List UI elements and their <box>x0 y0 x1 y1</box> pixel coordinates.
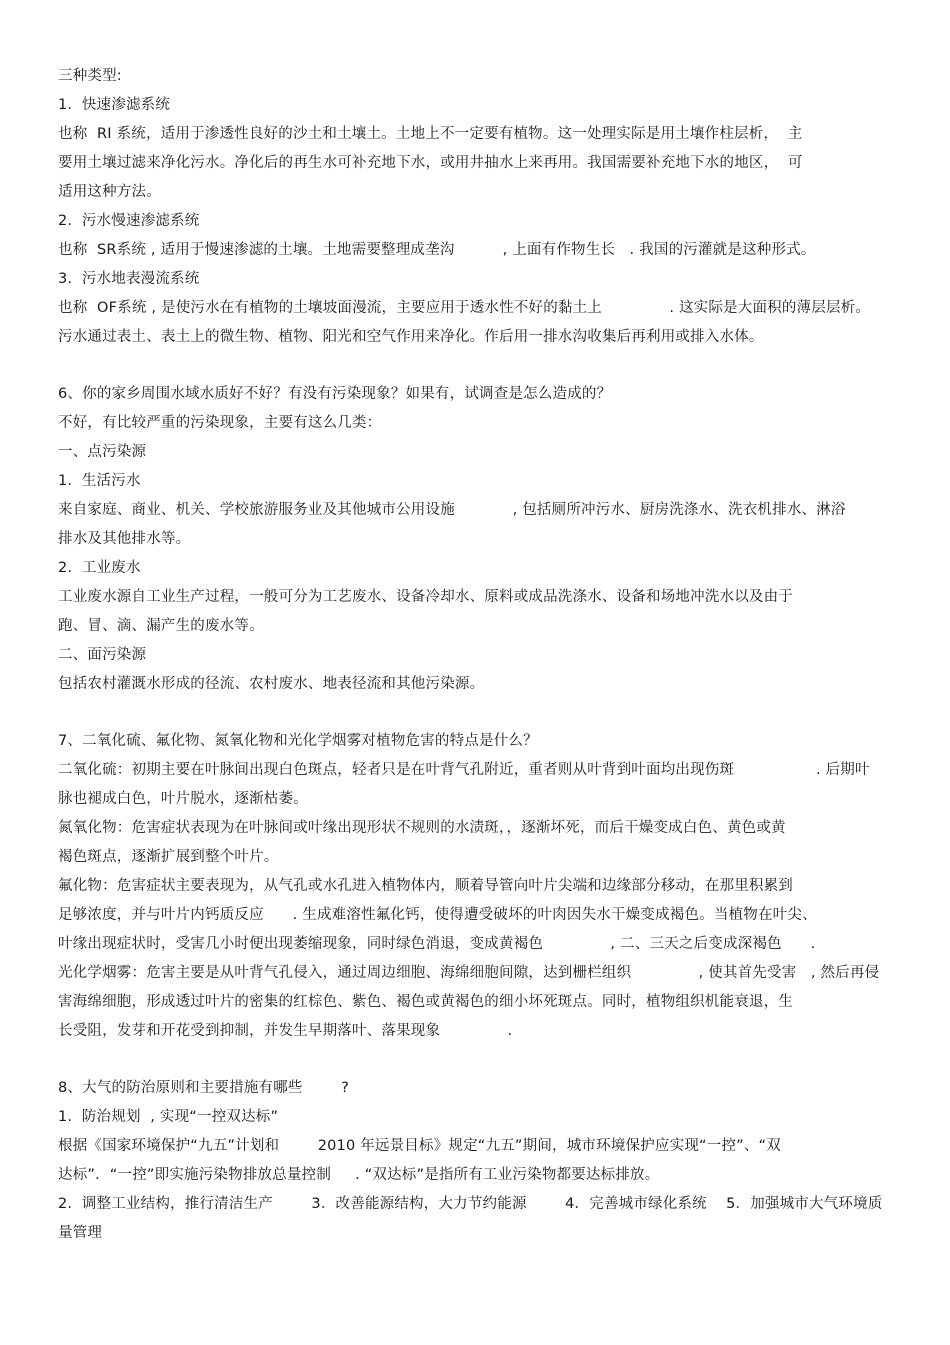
text-line: 氟化物：危害症状主要表现为，从气孔或水孔进入植物体内，顺着导管向叶片尖端和边缘部分移动，在那里积累到 <box>58 878 793 894</box>
text-line-item-title: 1. 防治规划 , 实现“一控双达标” <box>58 1109 279 1125</box>
text-line: 污水通过表土、表土上的微生物、植物、阳光和空气作用来净化。作后用一排水沟收集后再利用或排入水体。 <box>58 329 764 345</box>
text-line: 达标”．“一控”即实施污染物排放总量控制 . “双达标”是指所有工业污染物都要达标排放。 <box>58 1167 660 1183</box>
text-line: 量管理 <box>58 1225 103 1241</box>
text-line: 也称 SR系统 , 适用于慢速渗滤的土壤。土地需要整理成垄沟 , 上面有作物生长 . 我国的污灌就是这种形式。 <box>58 242 816 258</box>
text-line: 适用这种方法。 <box>58 184 161 200</box>
text-line: 褐色斑点，逐渐扩展到整个叶片。 <box>58 849 279 865</box>
text-line-item-title: 2. 工业废水 <box>58 560 141 576</box>
text-line: 根据《国家环境保护“九五”计划和 2010 年远景目标》规定“九五”期间，城市环境保护应实现“一控”、“双 <box>58 1138 781 1154</box>
text-line: 2. 调整工业结构，推行清洁生产 3．改善能源结构，大力节约能源 4．完善城市绿化系统 5．加强城市大气环境质 <box>58 1196 883 1212</box>
text-line: 排水及其他排水等。 <box>58 531 191 547</box>
text-line: 不好，有比较严重的污染现象，主要有这么几类： <box>58 415 382 431</box>
text-line: 长受阻，发芽和开花受到抑制，并发生早期落叶、落果现象 . <box>58 1023 513 1039</box>
text-line-types-heading: 三种类型: <box>58 68 122 84</box>
text-line: 氮氧化物：危害症状表现为在叶脉间或叶缘出现形状不规则的水渍斑，，逐渐坏死，而后干燥变成白色、黄色或黄 <box>58 820 786 836</box>
text-line-item-title: 1. 生活污水 <box>58 473 141 489</box>
text-line: 跑、冒、滴、漏产生的废水等。 <box>58 618 264 634</box>
text-line: 二氧化硫：初期主要在叶脉间出现白色斑点，轻者只是在叶背气孔附近，重者则从叶背到叶面均出现伤斑 . 后期叶 <box>58 762 870 778</box>
text-line: 工业废水源自工业生产过程，一般可分为工艺废水、设备冷却水、原料或成品洗涤水、设备和场地冲洗水以及由于 <box>58 589 793 605</box>
text-line: 光化学烟雾：危害主要是从叶背气孔侵入，通过周边细胞、海绵细胞间隙，达到栅栏组织 , 使其首先受害 , 然后再侵 <box>58 965 880 981</box>
text-line: 要用土壤过滤来净化污水。净化后的再生水可补充地下水，或用井抽水上来再用。我国需要补充地下水的地区， 可 <box>58 155 803 171</box>
question-7-heading: 7、二氧化硫、氟化物、氮氧化物和光化学烟雾对植物危害的特点是什么？ <box>58 733 538 749</box>
text-line: 害海绵细胞，形成透过叶片的密集的红棕色、紫色、褐色或黄褐色的细小坏死斑点。同时，植物组织机能衰退，生 <box>58 994 793 1010</box>
text-line-item-2-title: 2. 污水慢速渗滤系统 <box>58 213 200 229</box>
question-8-heading: 8、大气的防治原则和主要措施有哪些 ? <box>58 1080 349 1096</box>
text-line-item-3-title: 3. 污水地表漫流系统 <box>58 271 200 287</box>
text-line-item-1-title: 1. 快速渗滤系统 <box>58 97 171 113</box>
section-nonpoint-source: 二、面污染源 <box>58 647 147 663</box>
text-line: 包括农村灌溉水形成的径流、农村废水、地表径流和其他污染源。 <box>58 676 485 692</box>
text-line: 脉也褪成白色，叶片脱水，逐渐枯萎。 <box>58 791 308 807</box>
text-line: 叶缘出现症状时，受害几小时便出现萎缩现象，同时绿色消退，变成黄褐色 , 二、三天之后变成深褐色 . <box>58 936 816 952</box>
question-6-heading: 6、你的家乡周围水域水质好不好？有没有污染现象？如果有，试调查是怎么造成的？ <box>58 386 612 402</box>
text-line: 也称 RI 系统，适用于渗透性良好的沙土和土壤土。土地上不一定要有植物。这一处理实际是用土壤作柱层析， 主 <box>58 126 803 142</box>
text-line: 来自家庭、商业、机关、学校旅游服务业及其他城市公用设施 , 包括厕所冲污水、厨房洗涤水、洗衣机排水、淋浴 <box>58 502 846 518</box>
section-point-source: 一、点污染源 <box>58 444 147 460</box>
text-line: 也称 OF系统 , 是使污水在有植物的土壤坡面漫流，主要应用于透水性不好的黏土上 . 这实际是大面积的薄层层析。 <box>58 300 871 316</box>
text-line: 足够浓度，并与叶片内钙质反应 . 生成难溶性氟化钙，使得遭受破坏的叶肉因失水干燥变成褐色。当植物在叶尖、 <box>58 907 817 923</box>
